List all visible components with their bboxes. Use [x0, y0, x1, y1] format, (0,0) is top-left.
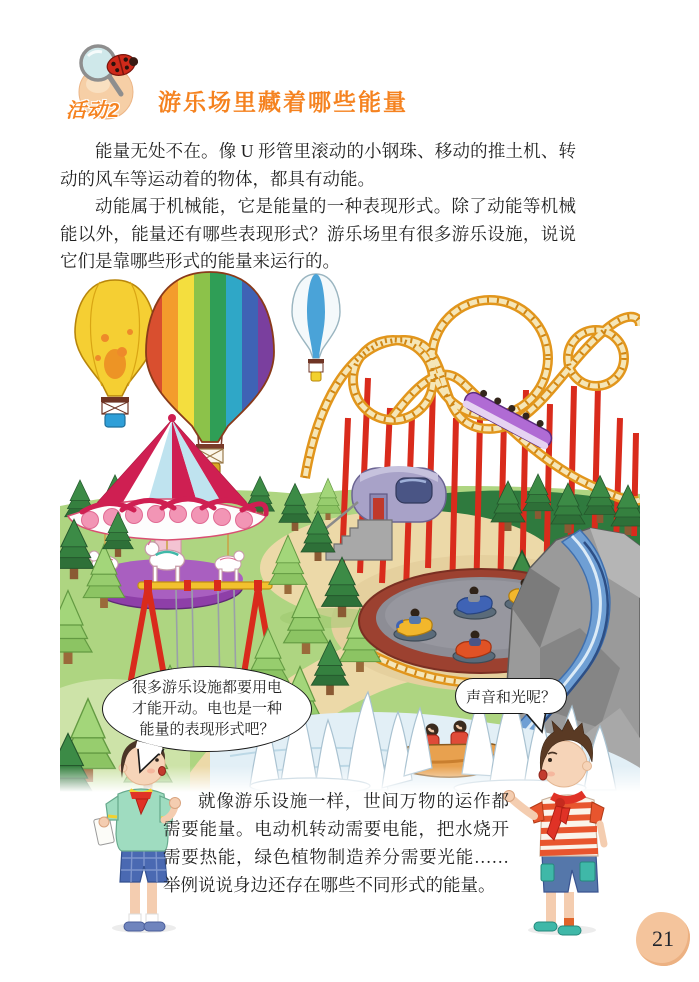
speech-bubble-right-text: 声音和光呢？ [465, 689, 556, 706]
speech-bubble-left-text: 很多游乐设施都要用电才能开动。电也是一种能量的表现形式吧？ [131, 679, 282, 738]
speech-bubble-right [455, 678, 567, 714]
red-scarf [130, 792, 152, 799]
page-number: 21 [652, 926, 674, 951]
activity-badge-label: 活动2 [66, 100, 121, 122]
hot-air-balloon-yellow [75, 280, 155, 427]
intro-paragraph-2: 动能属于机械能，它是能量的一种表现形式。除了动能等机械能以外，能量还有哪些表现形式？游乐场里有很多游乐设施，说说它们是靠哪些形式的能量来运行的。 [60, 196, 576, 271]
intro-paragraph-1: 能量无处不在。像 U 形管里滚动的小钢珠、移动的推土机、转动的风车等运动着的物体，都具有动能。 [60, 141, 576, 189]
boy-right-illustration [496, 718, 636, 936]
page-number-badge [636, 912, 690, 966]
intro-text [60, 138, 576, 276]
speech-bubble-left [102, 666, 312, 752]
hot-air-balloon-small [292, 274, 340, 381]
closing-paragraph: 就像游乐设施一样，世间万物的运作都需要能量。电动机转动需要电能，把水烧开需要热能，绿色植物制造养分需要光能……举例说说身边还存在哪些不同形式的能量。 [163, 791, 509, 895]
page-title: 游乐场里藏着哪些能量 [158, 89, 408, 115]
